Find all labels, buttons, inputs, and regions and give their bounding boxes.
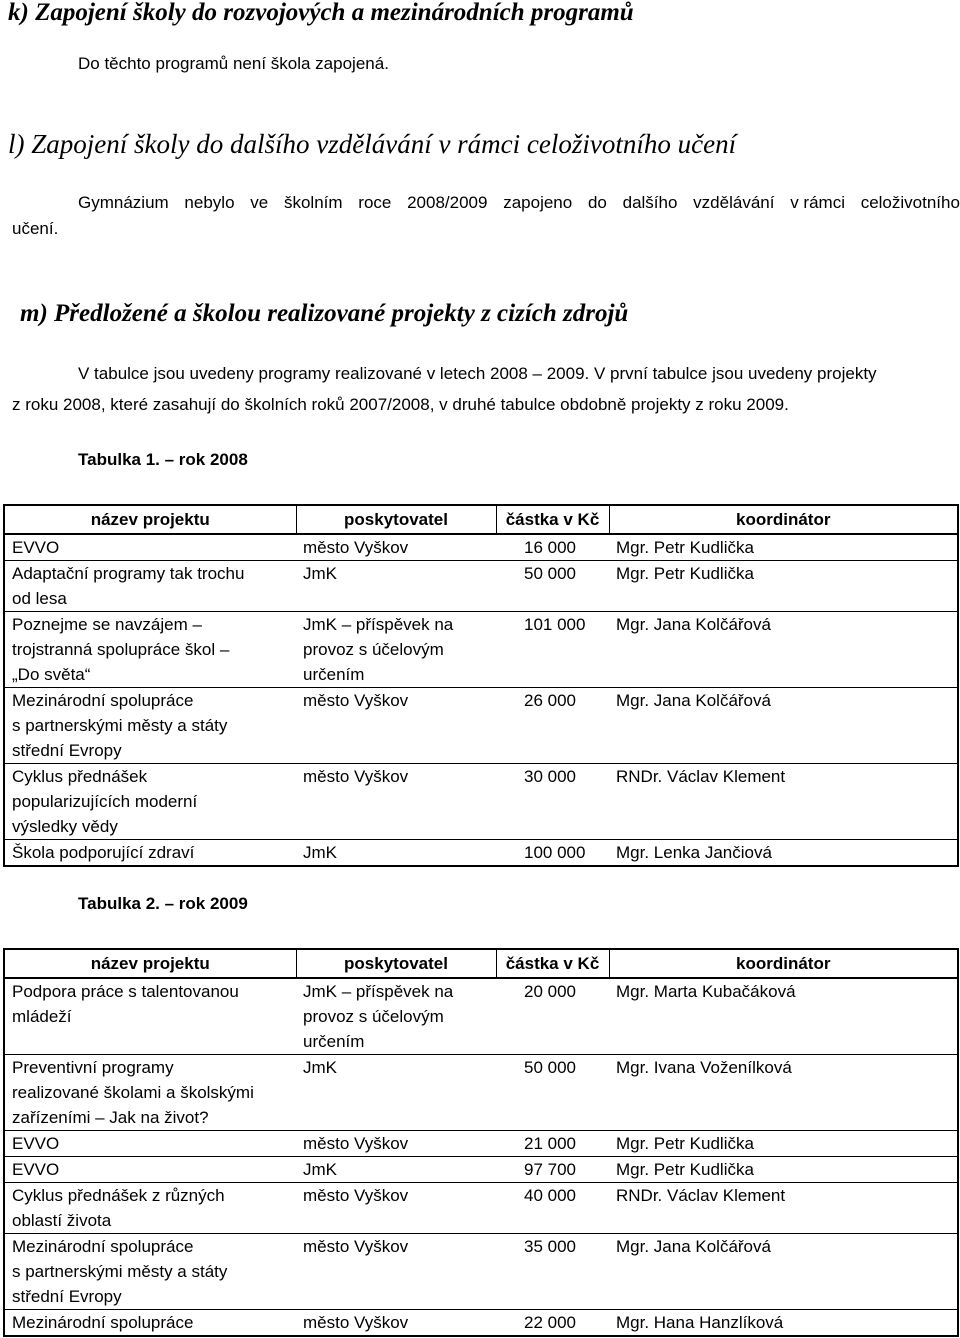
table-row: [4, 612, 958, 688]
provider-cell: JmK – příspěvek na provoz s účelovým určením: [303, 982, 454, 1051]
project-name-cell: Podpora práce s talentovanou mládeží: [12, 982, 239, 1026]
coordinator-cell: Mgr. Jana Kolčářová: [616, 615, 771, 634]
section-l-word: do: [587, 193, 607, 212]
provider-cell: město Vyškov: [303, 1237, 409, 1256]
coordinator-cell: Mgr. Petr Kudlička: [616, 538, 754, 557]
provider-cell: město Vyškov: [303, 538, 409, 557]
coordinator-cell: Mgr. Hana Hanzlíková: [616, 1313, 784, 1332]
project-name-cell: Poznejme se navzájem – trojstranná spolupráce škol – „Do světa“: [12, 615, 230, 684]
amount-cell: 16 000: [524, 538, 576, 557]
project-name-cell: Adaptační programy tak trochu od lesa: [12, 564, 245, 608]
provider-cell: JmK – příspěvek na provoz s účelovým určením: [303, 615, 454, 684]
table1-caption: Tabulka 1. – rok 2008: [78, 450, 248, 469]
table-row: [4, 1183, 958, 1234]
section-l-word: roce: [358, 193, 392, 212]
table-header-row: [4, 949, 958, 978]
coordinator-cell: Mgr. Jana Kolčářová: [616, 1237, 771, 1256]
amount-cell: 30 000: [524, 767, 576, 786]
project-name-cell: EVVO: [12, 538, 60, 557]
table-row: [4, 978, 958, 1055]
coordinator-cell: Mgr. Marta Kubačáková: [616, 982, 796, 1001]
section-l-word: v rámci: [790, 193, 845, 212]
amount-cell: 100 000: [524, 843, 586, 862]
coordinator-cell: RNDr. Václav Klement: [616, 767, 786, 786]
project-name-cell: Škola podporující zdraví: [12, 843, 195, 862]
coordinator-cell: RNDr. Václav Klement: [616, 1186, 786, 1205]
project-name-cell: EVVO: [12, 1160, 60, 1179]
table-row: [4, 840, 958, 867]
amount-cell: 21 000: [524, 1134, 576, 1153]
project-name-cell: Mezinárodní spolupráce s partnerskými městy a státy střední Evropy: [12, 1237, 228, 1306]
table-row: [4, 1234, 958, 1310]
provider-cell: město Vyškov: [303, 767, 409, 786]
amount-cell: 35 000: [524, 1237, 576, 1256]
amount-cell: 101 000: [524, 615, 586, 634]
amount-cell: 26 000: [524, 691, 576, 710]
column-header: poskytovatel: [296, 505, 496, 534]
section-l-word: 2008/2009: [407, 193, 488, 212]
section-l-word: dalšího: [622, 193, 678, 212]
section-l-text-line1: [78, 194, 960, 211]
section-l-word: Gymnázium: [78, 193, 169, 212]
table-row: [4, 1157, 958, 1183]
amount-cell: 50 000: [524, 564, 576, 583]
amount-cell: 20 000: [524, 982, 576, 1001]
table-row: [4, 688, 958, 764]
column-header: poskytovatel: [296, 949, 496, 978]
provider-cell: město Vyškov: [303, 1134, 409, 1153]
provider-cell: město Vyškov: [303, 1313, 409, 1332]
coordinator-cell: Mgr. Ivana Voženílková: [616, 1058, 792, 1077]
amount-cell: 22 000: [524, 1313, 576, 1332]
project-name-cell: Preventivní programy realizované školami a školskými zařízeními – Jak na život?: [12, 1058, 254, 1127]
project-name-cell: Cyklus přednášek z různých oblastí života: [12, 1186, 225, 1230]
projects-table-2008: [3, 504, 959, 867]
section-l-word: celoživotního: [860, 193, 960, 212]
coordinator-cell: Mgr. Petr Kudlička: [616, 1160, 754, 1179]
column-header: koordinátor: [609, 505, 958, 534]
section-k-text: Do těchto programů není škola zapojená.: [78, 54, 389, 73]
section-l-word: ve: [250, 193, 269, 212]
column-header: koordinátor: [609, 949, 958, 978]
section-l-word: vzdělávání: [693, 193, 775, 212]
table-row: [4, 764, 958, 840]
section-l-text-line2: učení.: [12, 219, 59, 238]
project-name-cell: Mezinárodní spolupráce s partnerskými městy a státy střední Evropy: [12, 691, 228, 760]
provider-cell: JmK: [303, 1160, 337, 1179]
table-row: [4, 561, 958, 612]
provider-cell: město Vyškov: [303, 691, 409, 710]
amount-cell: 50 000: [524, 1058, 576, 1077]
provider-cell: město Vyškov: [303, 1186, 409, 1205]
provider-cell: JmK: [303, 843, 337, 862]
projects-table-2009: [3, 948, 959, 1337]
section-l-word: zapojeno: [503, 193, 573, 212]
provider-cell: JmK: [303, 564, 337, 583]
column-header: název projektu: [90, 510, 210, 529]
project-name-cell: Mezinárodní spolupráce: [12, 1313, 194, 1332]
coordinator-cell: Mgr. Jana Kolčářová: [616, 691, 771, 710]
section-k-heading: k) Zapojení školy do rozvojových a mezinárodních programů: [8, 0, 634, 26]
amount-cell: 97 700: [524, 1160, 576, 1179]
column-header: částka v Kč: [496, 949, 609, 978]
amount-cell: 40 000: [524, 1186, 576, 1205]
section-l-word: nebylo: [184, 193, 235, 212]
table-row: [4, 1055, 958, 1131]
table-header-row: [4, 505, 958, 534]
column-header: název projektu: [90, 954, 210, 973]
column-header: částka v Kč: [496, 505, 609, 534]
section-m-text-line1: V tabulce jsou uvedeny programy realizované v letech 2008 – 2009. V první tabulce jsou uvedeny projekty: [78, 364, 877, 383]
section-m-heading: m) Předložené a školou realizované projekty z cizích zdrojů: [20, 300, 629, 327]
project-name-cell: EVVO: [12, 1134, 60, 1153]
table2-caption: Tabulka 2. – rok 2009: [78, 894, 248, 913]
project-name-cell: Cyklus přednášek popularizujících moderní výsledky vědy: [12, 767, 198, 836]
section-m-text-line2: z roku 2008, které zasahují do školních roků 2007/2008, v druhé tabulce obdobně projekty z roku 2009.: [12, 395, 789, 414]
coordinator-cell: Mgr. Lenka Jančiová: [616, 843, 772, 862]
table-row: [4, 534, 958, 561]
coordinator-cell: Mgr. Petr Kudlička: [616, 564, 754, 583]
table-row: [4, 1131, 958, 1157]
table-row: [4, 1310, 958, 1337]
coordinator-cell: Mgr. Petr Kudlička: [616, 1134, 754, 1153]
section-l-heading: l) Zapojení školy do dalšího vzdělávání v rámci celoživotního učení: [8, 129, 737, 159]
section-l-word: školním: [283, 193, 343, 212]
provider-cell: JmK: [303, 1058, 337, 1077]
